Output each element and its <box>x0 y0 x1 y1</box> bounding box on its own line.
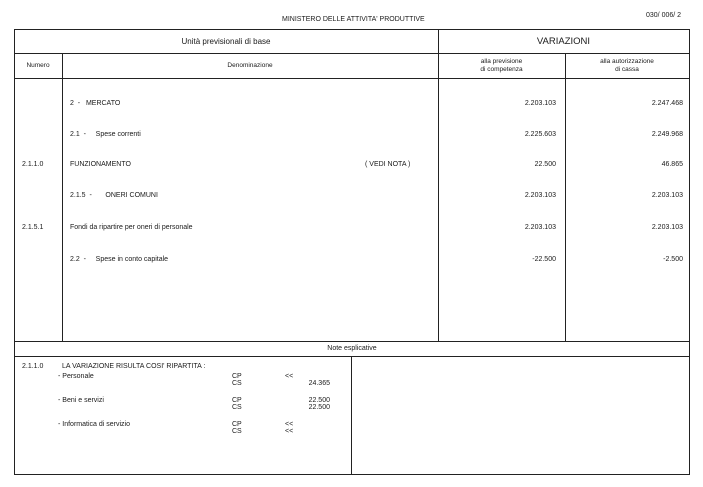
row-nota: ( VEDI NOTA ) <box>365 161 411 168</box>
row-competenza: -22.500 <box>532 256 556 263</box>
frame-bottom-border <box>14 474 690 475</box>
column-header-cassa-line2: di cassa <box>615 66 639 73</box>
note-item-cs-label: CS <box>232 404 242 411</box>
row-denominazione: Fondi da ripartire per oneri di personale <box>70 224 193 231</box>
column-header-cassa-line1: alla autorizzazione <box>600 58 654 65</box>
notes-top-separator <box>14 341 690 342</box>
frame-top-border <box>14 29 690 30</box>
note-item-cp-label: CP <box>232 373 242 380</box>
note-item-cs-label: CS <box>232 428 242 435</box>
row-competenza: 2.203.103 <box>524 100 556 107</box>
frame-left-border <box>14 29 15 475</box>
notes-numero: 2.1.1.0 <box>22 363 44 370</box>
row-numero: 2.1.5.1 <box>22 224 44 231</box>
row-competenza: 2.203.103 <box>524 224 556 231</box>
column-header-denominazione: Denominazione <box>227 62 273 69</box>
row-cassa: -2.500 <box>663 256 683 263</box>
numero-column-divider <box>62 53 63 341</box>
page-reference: 030/ 006/ 2 <box>646 12 682 19</box>
variations-title: VARIAZIONI <box>536 36 591 47</box>
ministry-title: MINISTERO DELLE ATTIVITA' PRODUTTIVE <box>282 16 425 23</box>
row-denominazione: 2.1 - Spese correnti <box>70 131 141 138</box>
cassa-column-divider <box>565 53 566 341</box>
note-item-label: - Beni e servizi <box>58 397 104 404</box>
row-denominazione: 2.1.5 - ONERI COMUNI <box>70 192 158 199</box>
note-item-cp-label: CP <box>232 421 242 428</box>
row-denominazione: 2.2 - Spese in conto capitale <box>70 256 169 263</box>
note-item-cs-label: CS <box>232 380 242 387</box>
note-item-cs-value: 24.365 <box>308 380 330 387</box>
column-header-competenza-line1: alla previsione <box>480 58 523 65</box>
row-competenza: 2.203.103 <box>524 192 556 199</box>
note-item-cp-label: CP <box>232 397 242 404</box>
row-competenza: 22.500 <box>534 161 556 168</box>
section-title: Unità previsionali di base <box>181 37 271 46</box>
variazioni-column-divider <box>438 29 439 341</box>
note-item-cs-value: 22.500 <box>308 404 330 411</box>
note-item-cs-value: << <box>285 428 294 435</box>
row-denominazione: FUNZIONAMENTO <box>70 161 131 168</box>
notes-title: Note esplicative <box>327 345 377 352</box>
notes-column-divider <box>351 356 352 474</box>
notes-title-separator <box>14 356 690 357</box>
frame-right-border <box>689 29 690 475</box>
row-cassa: 2.203.103 <box>651 192 683 199</box>
column-header-separator <box>14 78 690 79</box>
row-denominazione: 2 - MERCATO <box>70 100 121 107</box>
note-item-cp-value: << <box>285 421 294 428</box>
column-header-competenza-line2: di competenza <box>480 66 523 73</box>
notes-heading: LA VARIAZIONE RISULTA COSI' RIPARTITA : <box>62 363 206 370</box>
note-item-label: - Informatica di servizio <box>58 421 130 428</box>
note-item-label: - Personale <box>58 373 94 380</box>
column-header-numero: Numero <box>26 62 50 69</box>
header-row-separator <box>14 53 690 54</box>
row-cassa: 46.865 <box>661 161 683 168</box>
row-numero: 2.1.1.0 <box>22 161 44 168</box>
note-item-cp-value: << <box>285 373 294 380</box>
note-item-cp-value: 22.500 <box>308 397 330 404</box>
row-cassa: 2.203.103 <box>651 224 683 231</box>
row-cassa: 2.247.468 <box>651 100 683 107</box>
row-cassa: 2.249.968 <box>651 131 683 138</box>
row-competenza: 2.225.603 <box>524 131 556 138</box>
